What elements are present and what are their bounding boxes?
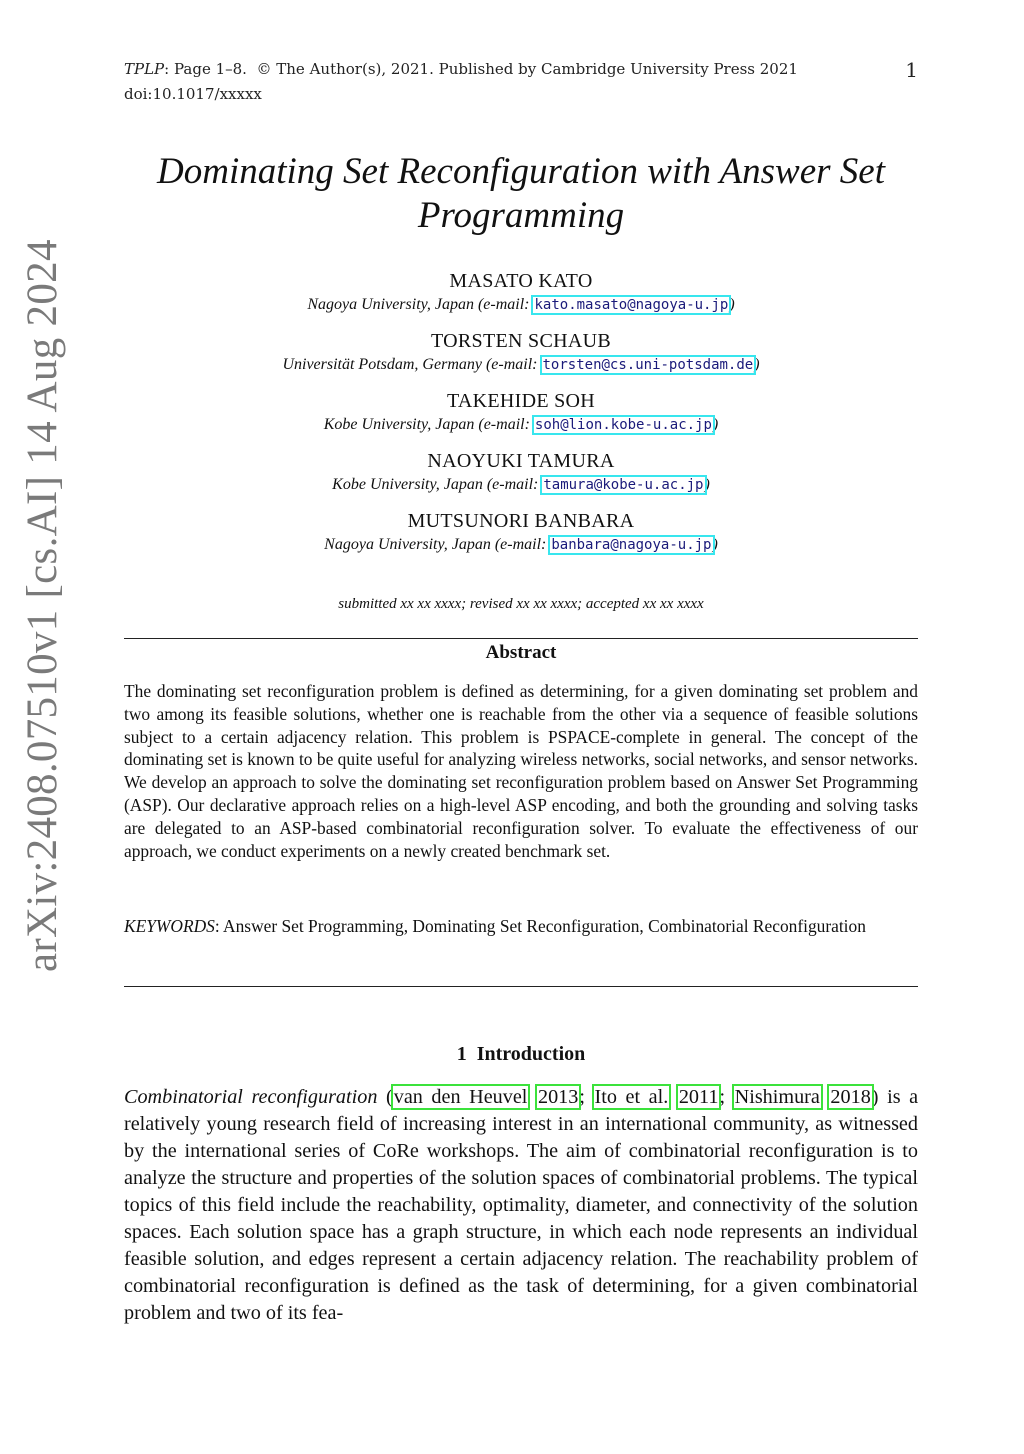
running-header [124, 60, 798, 78]
author-affiliation: Kobe University, Japan (e-mail: tamura@kobe-u.ac.jp) [332, 476, 710, 493]
keywords-text: : Answer Set Programming, Dominating Set Reconfiguration, Combinatorial Reconfiguration [214, 916, 866, 936]
author-email-link[interactable]: torsten@cs.uni-potsdam.de [542, 357, 754, 373]
author-email-link[interactable]: banbara@nagoya-u.jp [551, 537, 712, 553]
author-name: NAOYUKI TAMURA [427, 450, 615, 472]
lead-term: Combinatorial reconfiguration [124, 1086, 378, 1108]
citation-year-link[interactable]: 2011 [678, 1086, 719, 1108]
section-number: 1 [456, 1043, 467, 1065]
journal-abbr: TPLP [124, 60, 165, 78]
page-number: 1 [905, 58, 918, 82]
citation-author-link[interactable]: van den Heuvel [393, 1086, 528, 1108]
introduction-paragraph: Combinatorial reconfiguration (van den Heuvel 2013; Ito et al. 2011; Nishimura 2018) is a relatively young research field of increasing interest in an international community, as witnessed by the international series of CoRe workshops. The aim of combinatorial reconfiguration is to analyze the structure and properties of the solution spaces of combinatorial problems. The typical topics of this field include the reachability, optimality, diameter, and connectivity of the solution spaces. Each solution space has a graph structure, in which each node represents an individual feasible solution, and edges represent a certain adjacency relation. The reachability problem of combinatorial reconfiguration is defined as the task of determining, for a given combinatorial problem and two of its fea- [124, 1086, 919, 1324]
author-block [124, 448, 918, 508]
citation-author-link[interactable]: Nishimura [734, 1086, 820, 1108]
author-name: TORSTEN SCHAUB [431, 330, 611, 352]
abstract-text: The dominating set reconfiguration problem is defined as determining, for a given dominating set problem and two among its feasible solutions, whether one is reachable from the other via a sequence of feasible solutions subject to a certain adjacency relation. This problem is PSPACE-complete in general. The concept of the dominating set is known to be quite useful for analyzing wireless networks, social networks, and sensor networks. We develop an approach to solve the dominating set reconfiguration problem based on Answer Set Programming (ASP). Our declarative approach relies on a high-level ASP encoding, and both the grounding and solving tasks are delegated to an ASP-based combinatorial reconfiguration solver. To evaluate the effectiveness of our approach, we conduct experiments on a newly created benchmark set. [124, 681, 918, 861]
author-affiliation: Kobe University, Japan (e-mail: soh@lion.kobe-u.ac.jp) [323, 416, 719, 433]
author-list [124, 268, 918, 568]
copyright-notice: © The Author(s), 2021. Published by Cambridge University Press 2021 [256, 60, 798, 78]
author-block [124, 268, 918, 328]
page-range: : Page 1–8. [164, 60, 247, 78]
doi[interactable]: doi:10.1017/xxxxx [124, 85, 262, 103]
citation-year-link[interactable]: 2013 [537, 1086, 579, 1108]
keywords-label: KEYWORDS [124, 916, 215, 936]
author-block [124, 328, 918, 388]
abstract-top-rule [124, 638, 918, 639]
author-email-link[interactable]: kato.masato@nagoya-u.jp [534, 297, 729, 313]
section-heading [124, 1043, 918, 1066]
author-block [124, 388, 918, 448]
citation-author-link[interactable]: Ito et al. [594, 1086, 669, 1108]
author-affiliation: Universität Potsdam, Germany (e-mail: torsten@cs.uni-potsdam.de) [282, 356, 760, 373]
abstract-heading: Abstract [485, 642, 557, 663]
abstract-bottom-rule [124, 986, 918, 987]
keywords [124, 915, 918, 938]
section-title: Introduction [476, 1043, 586, 1065]
author-affiliation: Nagoya University, Japan (e-mail: kato.masato@nagoya-u.jp) [307, 296, 735, 313]
author-name: MASATO KATO [449, 270, 593, 292]
author-affiliation: Nagoya University, Japan (e-mail: banbara@nagoya-u.jp) [324, 536, 718, 553]
arxiv-stamp[interactable]: arXiv:2408.07510v1 [cs.AI] 14 Aug 2024 [19, 239, 66, 972]
author-email-link[interactable]: tamura@kobe-u.ac.jp [543, 477, 704, 493]
paper-title: Dominating Set Reconfiguration with Answer Set Programming [157, 151, 885, 236]
author-block [124, 508, 918, 568]
author-name: TAKEHIDE SOH [446, 390, 596, 412]
submission-dates: submitted xx xx xxxx; revised xx xx xxxx; accepted xx xx xxxx [338, 596, 704, 612]
citation-year-link[interactable]: 2018 [830, 1086, 871, 1108]
author-email-link[interactable]: soh@lion.kobe-u.ac.jp [534, 417, 712, 433]
author-name: MUTSUNORI BANBARA [407, 510, 635, 532]
introduction-body: is a relatively young research field of increasing interest in an international community, as witnessed by the international series of CoRe workshops. The aim of combinatorial reconfiguration is to analyze the structure and properties of the solution spaces of combinatorial problems. The typical topics of this field include the reachability, optimality, diameter, and connectivity of the solution spaces. Each solution space has a graph structure, in which each node represents an individual feasible solution, and edges represent a certain adjacency relation. The reachability problem of combinatorial reconfiguration is defined as the task of determining, for a given combinatorial problem and two of its fea- [124, 1086, 919, 1324]
